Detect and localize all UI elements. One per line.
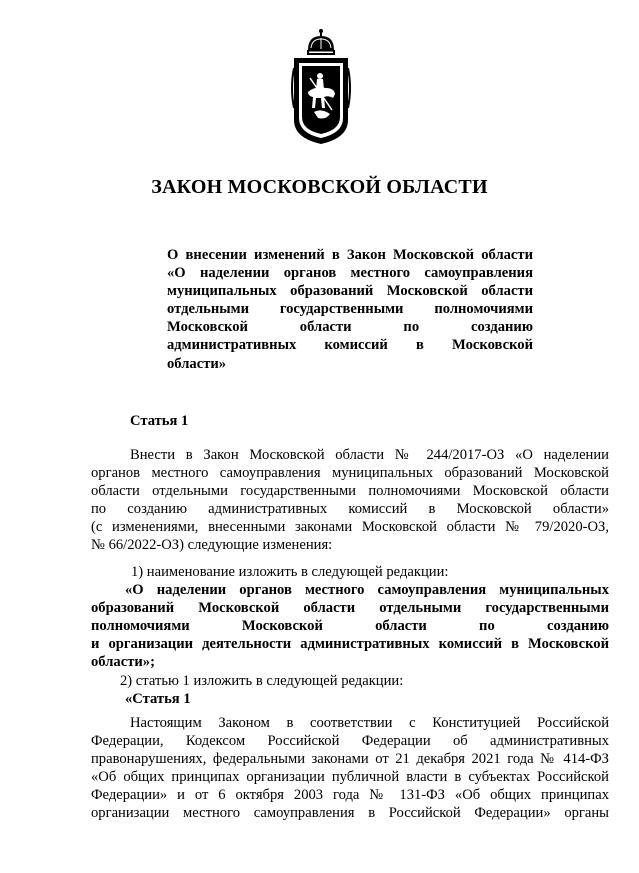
subject-line: муниципальных образований Московской области <box>167 283 533 300</box>
subject-line: О внесении изменений в Закон Московской области <box>167 247 533 263</box>
paragraph-line: по созданию административных комиссий в Московской области» <box>91 501 609 518</box>
article-heading: Статья 1 <box>130 413 189 429</box>
subject-line: области» <box>167 355 227 372</box>
item-2-line: 2) статью 1 изложить в следующей редакции: <box>120 672 404 689</box>
new-title-line: и организации деятельности административных комиссий в Московской <box>91 636 609 653</box>
subject-line: «О наделении органов местного самоуправления <box>167 265 533 282</box>
new-title-line: образований Московской области отдельными государственными <box>91 600 609 617</box>
item-1-line: 1) наименование изложить в следующей редакции: <box>131 564 449 580</box>
subject-line: административных комиссий в Московской <box>167 337 533 354</box>
paragraph-line: (с изменениями, внесенными законами Московской области № 79/2020-ОЗ, <box>91 519 609 536</box>
paragraph-line: Федерации, Кодексом Российской Федерации об административных <box>91 733 609 750</box>
new-title-line: полномочиями Московской области по созданию <box>91 618 609 635</box>
paragraph-line: Настоящим Законом в соответствии с Конституцией Российской <box>130 715 609 731</box>
paragraph-line: организации местного самоуправления в Российской Федерации» органы <box>91 805 609 822</box>
document-title: ЗАКОН МОСКОВСКОЙ ОБЛАСТИ <box>151 176 488 198</box>
subject-line: Московской области по созданию <box>167 319 533 336</box>
quoted-article-heading: «Статья 1 <box>125 690 191 707</box>
new-title-line: «О наделении органов местного самоуправления муниципальных <box>125 582 609 599</box>
new-title-line: области»; <box>91 654 155 671</box>
paragraph-line: Федерации» и от 6 октября 2003 года № 131-ФЗ «Об общих принципах <box>91 787 609 804</box>
paragraph-line: «Об общих принципах организации публичной власти в субъектах Российской <box>91 769 609 786</box>
amendment-items <box>91 563 609 708</box>
paragraph-line: органов местного самоуправления муниципальных образований Московской <box>91 465 609 482</box>
paragraph-line: Внести в Закон Московской области № 244/2017-ОЗ «О наделении <box>130 447 609 463</box>
paragraph-line: области отдельными государственными полномочиями Московской области <box>91 483 609 500</box>
paragraph-line: № 66/2022-ОЗ) следующие изменения: <box>91 537 333 554</box>
moscow-oblast-coat-of-arms-icon <box>290 28 352 148</box>
article-paragraph-1 <box>91 446 609 555</box>
law-subject <box>167 246 533 373</box>
subject-line: отдельными государственными полномочиями <box>167 301 533 318</box>
paragraph-line: правонарушениях, федеральными законами от 21 декабря 2021 года № 414-ФЗ <box>91 751 609 768</box>
article-paragraph-3 <box>91 714 609 823</box>
